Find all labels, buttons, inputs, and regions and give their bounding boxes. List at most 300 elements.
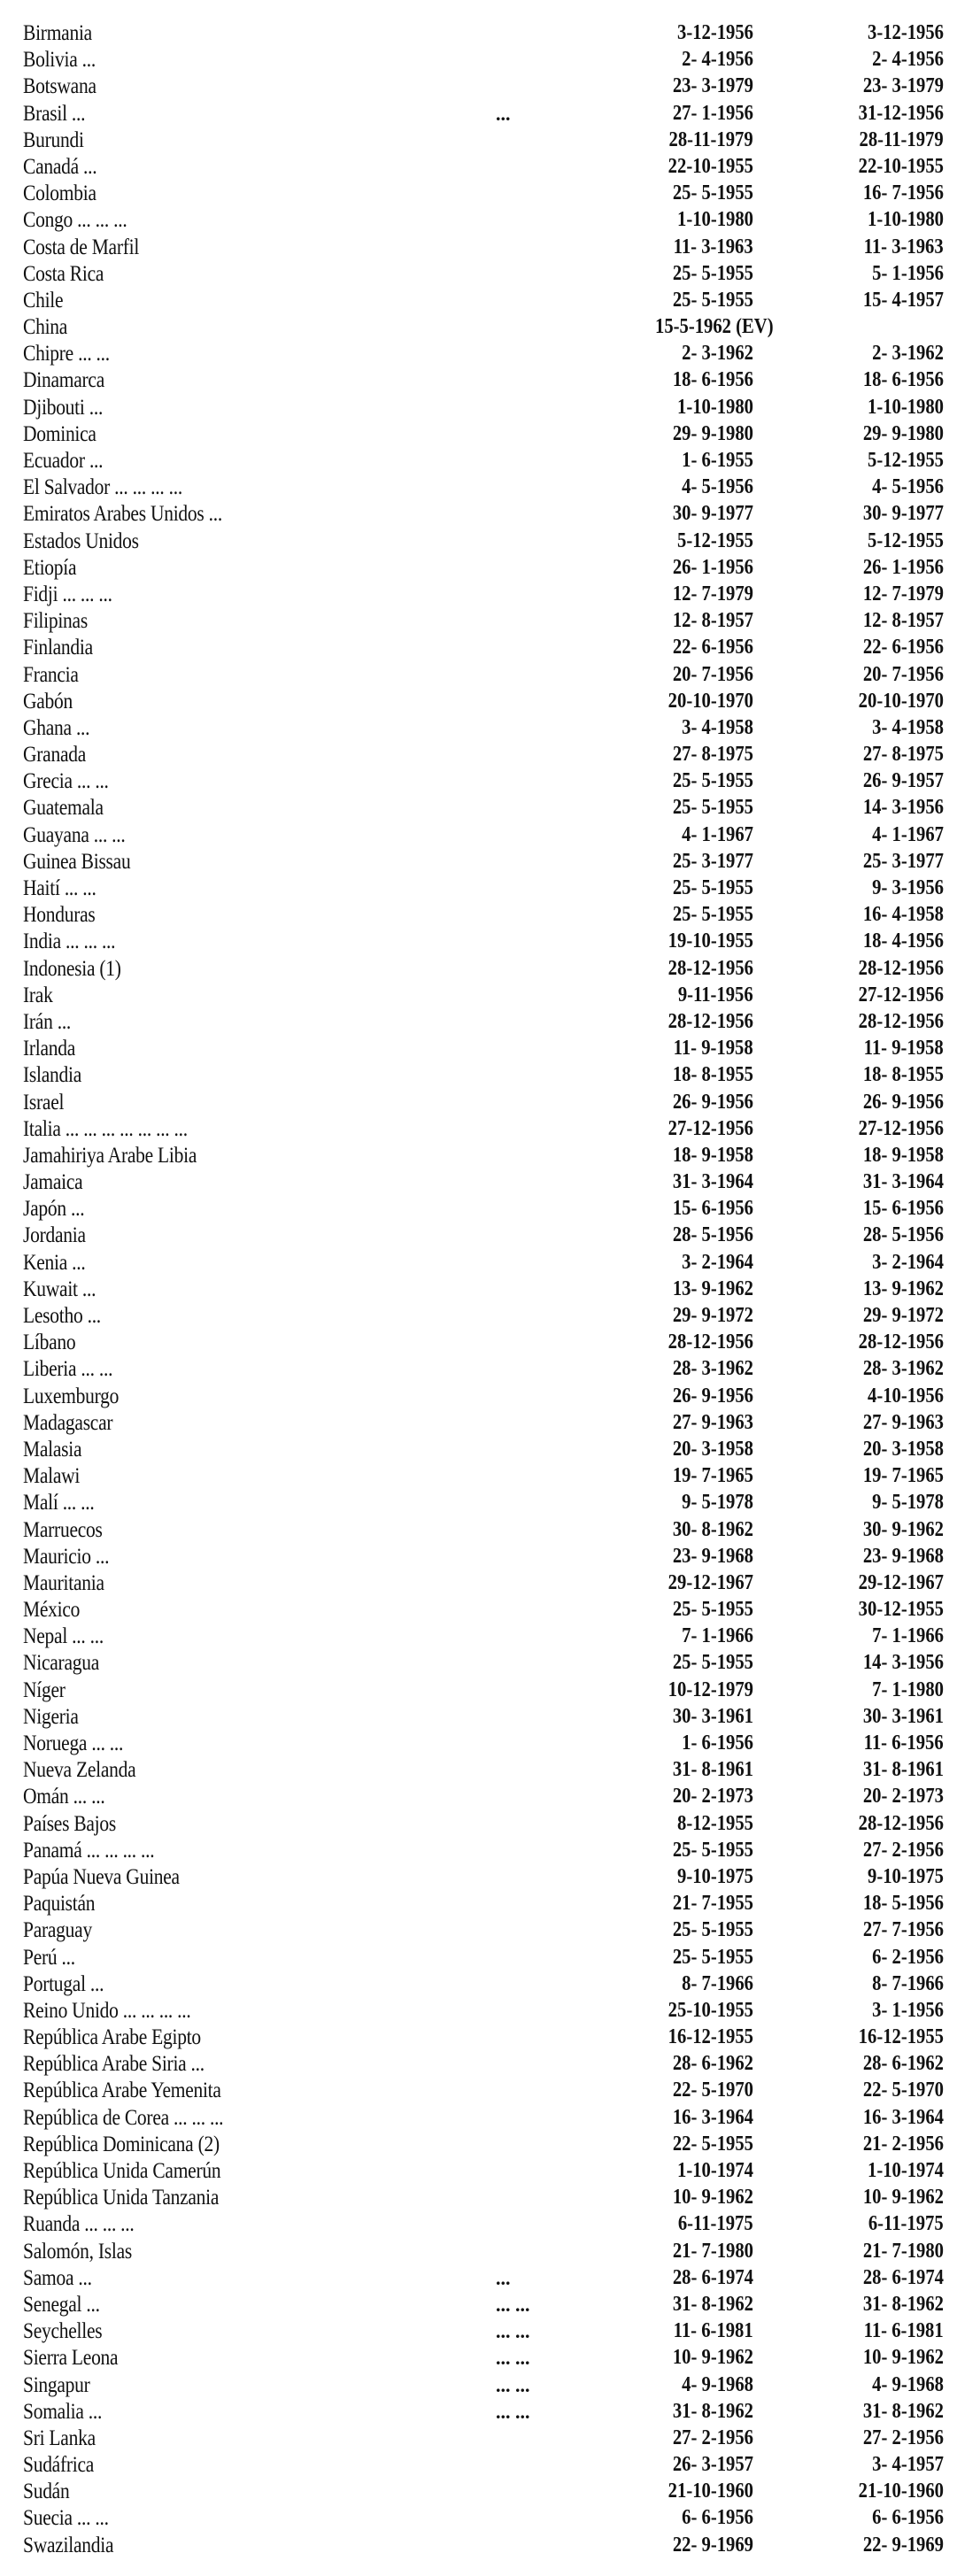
date-column-2: 21- 2-1956 bbox=[862, 2132, 944, 2156]
date-column-1: 5-12-1955 bbox=[677, 528, 753, 552]
country-name: Mauritania bbox=[23, 1570, 104, 1595]
table-row bbox=[0, 340, 957, 366]
date-column-2: 26- 1-1956 bbox=[862, 555, 944, 579]
country-name: Israel bbox=[23, 1090, 65, 1114]
date-column-1: 22- 5-1955 bbox=[672, 2132, 753, 2156]
country-name: República Unida Camerún bbox=[23, 2159, 221, 2183]
table-row bbox=[0, 955, 957, 982]
date-column-1: 25- 5-1955 bbox=[672, 1838, 753, 1862]
table-row bbox=[0, 234, 957, 260]
country-name: Gabón bbox=[23, 689, 73, 713]
country-name: Salomón, Islas bbox=[23, 2239, 133, 2264]
country-name: Haití ... ... bbox=[23, 876, 96, 900]
date-column-2: 22-10-1955 bbox=[858, 154, 944, 178]
country-name: Malawi bbox=[23, 1464, 81, 1489]
country-name: Perú ... bbox=[23, 1945, 75, 1970]
leader-dots: ... ... bbox=[496, 2293, 530, 2316]
date-column-1: 26- 3-1957 bbox=[672, 2453, 753, 2477]
date-column-2: 3- 2-1964 bbox=[872, 1250, 944, 1274]
date-column-1: 25- 5-1955 bbox=[672, 769, 753, 793]
date-column-1: 31- 8-1962 bbox=[672, 2399, 753, 2423]
date-column-2: 6-11-1975 bbox=[868, 2212, 944, 2236]
table-row bbox=[0, 1756, 957, 1783]
date-column-1: 4- 5-1956 bbox=[682, 475, 753, 499]
date-column-2: 28-11-1979 bbox=[859, 127, 944, 151]
table-row bbox=[0, 2131, 957, 2157]
country-name: Birmania bbox=[23, 21, 92, 45]
table-row bbox=[0, 1061, 957, 1088]
date-column-2: 16- 3-1964 bbox=[862, 2105, 944, 2129]
date-column-2: 4- 9-1968 bbox=[872, 2372, 944, 2396]
date-column-2: 27-12-1956 bbox=[858, 983, 944, 1006]
date-column-1: 25- 5-1955 bbox=[672, 796, 753, 820]
country-name: Níger bbox=[23, 1677, 66, 1702]
country-name: Noruega ... ... bbox=[23, 1731, 124, 1755]
country-name: Colombia bbox=[23, 181, 96, 206]
date-column-2: 3- 1-1956 bbox=[872, 1998, 944, 2022]
date-column-1: 12- 7-1979 bbox=[672, 582, 753, 605]
date-column-2: 12- 8-1957 bbox=[862, 609, 944, 633]
table-row bbox=[0, 73, 957, 99]
table-row bbox=[0, 1810, 957, 1837]
country-name: Etiopía bbox=[23, 555, 77, 580]
table-row bbox=[0, 1302, 957, 1329]
date-column-1: 16-12-1955 bbox=[668, 2025, 753, 2049]
date-column-2: 15- 6-1956 bbox=[862, 1197, 944, 1221]
table-row bbox=[0, 1142, 957, 1168]
date-column-1: 11- 9-1958 bbox=[673, 1037, 753, 1060]
table-row bbox=[0, 287, 957, 313]
date-column-2: 11- 9-1958 bbox=[863, 1037, 944, 1060]
date-column-1: 10- 9-1962 bbox=[672, 2346, 753, 2370]
date-column-2: 23- 9-1968 bbox=[862, 1544, 944, 1568]
date-column-1: 31- 3-1964 bbox=[672, 1170, 753, 1194]
table-row bbox=[0, 127, 957, 153]
table-row bbox=[0, 848, 957, 875]
date-column-1: 26- 9-1956 bbox=[672, 1090, 753, 1114]
leader-dots: ... ... bbox=[496, 2373, 530, 2396]
date-column-2: 27- 8-1975 bbox=[862, 743, 944, 767]
date-column-2: 21- 7-1980 bbox=[862, 2239, 944, 2263]
country-name: Congo ... ... ... bbox=[23, 208, 127, 233]
table-row bbox=[0, 260, 957, 287]
date-column-1: 10-12-1979 bbox=[668, 1677, 753, 1701]
date-column-2: 7- 1-1966 bbox=[872, 1624, 944, 1648]
country-name: Irak bbox=[23, 983, 53, 1007]
date-column-1: 26- 1-1956 bbox=[672, 555, 753, 579]
country-name: Chipre ... ... bbox=[23, 342, 110, 366]
country-name: Paquistán bbox=[23, 1892, 96, 1917]
date-column-1: 20- 3-1958 bbox=[672, 1437, 753, 1461]
date-column-1: 21-10-1960 bbox=[668, 2480, 753, 2503]
country-name: Marruecos bbox=[23, 1517, 103, 1542]
date-column-2: 5-12-1955 bbox=[868, 449, 944, 472]
date-column-1: 4- 9-1968 bbox=[682, 2372, 753, 2396]
country-name: Honduras bbox=[23, 903, 96, 928]
date-column-2: 12- 7-1979 bbox=[862, 582, 944, 605]
date-column-1: 18- 9-1958 bbox=[672, 1143, 753, 1167]
country-name: India ... ... ... bbox=[23, 929, 116, 954]
date-column-1: 25- 3-1977 bbox=[672, 849, 753, 873]
date-column-2: 27- 2-1956 bbox=[862, 1838, 944, 1862]
country-name: Omán ... ... bbox=[23, 1785, 105, 1809]
date-column-2: 28-12-1956 bbox=[858, 1330, 944, 1354]
country-name: República Arabe Egipto bbox=[23, 2025, 201, 2050]
table-row bbox=[0, 2344, 957, 2371]
date-column-1: 25- 5-1955 bbox=[672, 903, 753, 927]
table-row bbox=[0, 1917, 957, 1943]
country-name: Ruanda ... ... ... bbox=[23, 2212, 135, 2237]
country-name: Jamaica bbox=[23, 1170, 83, 1195]
date-column-2: 28- 5-1956 bbox=[862, 1223, 944, 1247]
country-name: Filipinas bbox=[23, 609, 88, 634]
country-name: Emiratos Arabes Unidos ... bbox=[23, 502, 222, 527]
country-name: Kuwait ... bbox=[23, 1276, 96, 1301]
date-column-2: 28-12-1956 bbox=[858, 956, 944, 980]
table-row bbox=[0, 1596, 957, 1623]
table-row bbox=[0, 1195, 957, 1222]
date-column-2: 11- 6-1981 bbox=[863, 2319, 944, 2343]
country-name: Kenia ... bbox=[23, 1250, 86, 1275]
country-name: Somalia ... bbox=[23, 2399, 103, 2424]
table-row bbox=[0, 394, 957, 420]
date-column-2: 7- 1-1980 bbox=[872, 1677, 944, 1701]
country-name: Singapur bbox=[23, 2372, 90, 2397]
table-row bbox=[0, 634, 957, 660]
country-name: República Unida Tanzania bbox=[23, 2186, 220, 2210]
date-column-1: 3- 4-1958 bbox=[682, 715, 753, 739]
country-name: Lesotho ... bbox=[23, 1304, 101, 1328]
date-column-2: 27- 9-1963 bbox=[862, 1410, 944, 1434]
date-column-2: 2- 4-1956 bbox=[872, 48, 944, 72]
country-name: República Arabe Siria ... bbox=[23, 2052, 205, 2077]
country-name: Portugal ... bbox=[23, 1971, 104, 1996]
table-row bbox=[0, 474, 957, 500]
table-row bbox=[0, 554, 957, 581]
date-column-1: 26- 9-1956 bbox=[672, 1384, 753, 1408]
table-row bbox=[0, 500, 957, 527]
country-name: Chile bbox=[23, 288, 64, 312]
date-column-1: 27-12-1956 bbox=[668, 1116, 753, 1140]
date-column-2: 20- 7-1956 bbox=[862, 662, 944, 686]
date-column-1: 2- 4-1956 bbox=[682, 48, 753, 72]
table-row bbox=[0, 1355, 957, 1382]
date-column-1: 25- 5-1955 bbox=[672, 1651, 753, 1675]
country-name: Djibouti ... bbox=[23, 395, 104, 420]
date-column-1: 12- 8-1957 bbox=[672, 609, 753, 633]
date-column-1: 3- 2-1964 bbox=[682, 1250, 753, 1274]
country-name: Sri Lanka bbox=[23, 2426, 96, 2450]
country-name: Granada bbox=[23, 743, 87, 767]
table-row bbox=[0, 2451, 957, 2478]
date-column-1: 31- 8-1962 bbox=[672, 2292, 753, 2316]
date-column-1: 16- 3-1964 bbox=[672, 2105, 753, 2129]
date-column-1: 20-10-1970 bbox=[668, 689, 753, 713]
date-column-1: 25- 5-1955 bbox=[672, 288, 753, 312]
table-row bbox=[0, 1222, 957, 1248]
country-name: Senegal ... bbox=[23, 2292, 100, 2317]
table-row bbox=[0, 928, 957, 954]
table-row bbox=[0, 714, 957, 741]
date-column-2: 9- 3-1956 bbox=[872, 876, 944, 899]
date-column-1: 11- 3-1963 bbox=[673, 235, 753, 258]
table-row bbox=[0, 2050, 957, 2077]
date-column-1: 21- 7-1955 bbox=[672, 1892, 753, 1916]
country-name: El Salvador ... ... ... ... bbox=[23, 475, 182, 500]
table-row bbox=[0, 2238, 957, 2264]
table-row bbox=[0, 1276, 957, 1302]
date-column-1: 31- 8-1961 bbox=[672, 1758, 753, 1782]
table-row bbox=[0, 2398, 957, 2425]
table-row bbox=[0, 2318, 957, 2344]
date-column-2: 27-12-1956 bbox=[858, 1116, 944, 1140]
table-row bbox=[0, 661, 957, 688]
date-column-1: 8-12-1955 bbox=[677, 1811, 753, 1835]
country-name: Islandia bbox=[23, 1063, 82, 1088]
date-column-1: 23- 3-1979 bbox=[672, 74, 753, 98]
date-column-2: 30- 3-1961 bbox=[862, 1704, 944, 1728]
date-column-1: 25- 5-1955 bbox=[672, 876, 753, 899]
country-name: República de Corea ... ... ... bbox=[23, 2105, 224, 2130]
country-name: Ghana ... bbox=[23, 715, 90, 740]
date-column-2: 4- 1-1967 bbox=[872, 822, 944, 846]
date-column-2: 9-10-1975 bbox=[868, 1864, 944, 1888]
date-column-1: 7- 1-1966 bbox=[682, 1624, 753, 1648]
date-column-1: 28-12-1956 bbox=[668, 1009, 753, 1033]
date-column-1: 28- 5-1956 bbox=[672, 1223, 753, 1247]
date-column-1: 30- 9-1977 bbox=[672, 502, 753, 526]
date-column-2: 31- 3-1964 bbox=[862, 1170, 944, 1194]
date-column-1: 3-12-1956 bbox=[677, 21, 753, 44]
date-column-2: 29- 9-1980 bbox=[862, 421, 944, 445]
table-row bbox=[0, 2504, 957, 2531]
table-row bbox=[0, 767, 957, 794]
table-row bbox=[0, 2157, 957, 2184]
table-row bbox=[0, 1730, 957, 1756]
date-column-1: 19-10-1955 bbox=[668, 929, 753, 953]
date-column-1: 6-11-1975 bbox=[678, 2212, 753, 2236]
table-row bbox=[0, 1516, 957, 1543]
date-column-2: 31- 8-1961 bbox=[862, 1758, 944, 1782]
date-column-1: 29- 9-1972 bbox=[672, 1304, 753, 1327]
date-column-2: 29-12-1967 bbox=[858, 1570, 944, 1594]
table-row bbox=[0, 206, 957, 233]
table-row bbox=[0, 447, 957, 474]
date-column-2: 10- 9-1962 bbox=[862, 2186, 944, 2210]
date-column-2: 20- 3-1958 bbox=[862, 1437, 944, 1461]
date-column-2: 5-12-1955 bbox=[868, 528, 944, 552]
date-column-2: 22- 5-1970 bbox=[862, 2079, 944, 2102]
date-column-2: 11- 3-1963 bbox=[863, 235, 944, 258]
date-column-2: 20- 2-1973 bbox=[862, 1785, 944, 1809]
country-name: Nepal ... ... bbox=[23, 1624, 104, 1649]
date-column-1: 28- 6-1974 bbox=[672, 2265, 753, 2289]
date-column-2: 18- 4-1956 bbox=[862, 929, 944, 953]
date-column-1: 1- 6-1956 bbox=[682, 1731, 753, 1755]
date-column-2: 18- 8-1955 bbox=[862, 1063, 944, 1087]
table-row bbox=[0, 2425, 957, 2451]
table-row bbox=[0, 46, 957, 73]
country-name: Bolivia ... bbox=[23, 48, 96, 73]
date-column-1: 1-10-1980 bbox=[677, 395, 753, 419]
table-row bbox=[0, 1543, 957, 1570]
table-row bbox=[0, 1649, 957, 1676]
date-column-1: 25- 5-1955 bbox=[672, 1918, 753, 1942]
table-row bbox=[0, 153, 957, 180]
table-row bbox=[0, 313, 957, 340]
table-row bbox=[0, 581, 957, 607]
table-row bbox=[0, 1249, 957, 1276]
country-name: Jamahiriya Arabe Libia bbox=[23, 1143, 197, 1168]
date-column-2: 5- 1-1956 bbox=[872, 261, 944, 285]
date-column-1: 20- 7-1956 bbox=[672, 662, 753, 686]
date-column-1: 20- 2-1973 bbox=[672, 1785, 753, 1809]
country-name: Sudán bbox=[23, 2480, 70, 2504]
date-column-2: 14- 3-1956 bbox=[862, 796, 944, 820]
table-row bbox=[0, 1168, 957, 1195]
date-column-1: 2- 3-1962 bbox=[682, 342, 753, 366]
table-row bbox=[0, 2077, 957, 2103]
table-row bbox=[0, 1837, 957, 1863]
date-column-2: 8- 7-1966 bbox=[872, 1971, 944, 1995]
leader-dots: ... ... bbox=[496, 2347, 530, 2370]
date-column-1: 8- 7-1966 bbox=[682, 1971, 753, 1995]
table-row bbox=[0, 2210, 957, 2237]
date-column-1: 25-10-1955 bbox=[668, 1998, 753, 2022]
country-name: Sierra Leona bbox=[23, 2346, 119, 2371]
table-row bbox=[0, 982, 957, 1008]
country-name: Canadá ... bbox=[23, 154, 97, 179]
table-row bbox=[0, 2024, 957, 2050]
date-column-2: 22- 9-1969 bbox=[862, 2533, 944, 2557]
date-column-2: 29- 9-1972 bbox=[862, 1304, 944, 1327]
country-name: Paraguay bbox=[23, 1918, 92, 1943]
date-column-2: 23- 3-1979 bbox=[862, 74, 944, 98]
table-row bbox=[0, 1971, 957, 1997]
country-name: Samoa ... bbox=[23, 2265, 92, 2290]
country-name: República Arabe Yemenita bbox=[23, 2079, 221, 2103]
table-row bbox=[0, 1863, 957, 1890]
table-row bbox=[0, 2478, 957, 2504]
date-column-2: 9- 5-1978 bbox=[872, 1491, 944, 1515]
date-column-1: 25- 5-1955 bbox=[672, 261, 753, 285]
table-row bbox=[0, 1677, 957, 1703]
country-name: Panamá ... ... ... ... bbox=[23, 1838, 155, 1863]
table-row bbox=[0, 1462, 957, 1489]
table-row bbox=[0, 901, 957, 928]
country-name: Mauricio ... bbox=[23, 1544, 110, 1569]
combined-date: 15-5-1962 (EV) bbox=[655, 315, 774, 339]
country-name: Jordania bbox=[23, 1223, 86, 1248]
table-row bbox=[0, 2264, 957, 2291]
date-column-2: 3- 4-1958 bbox=[872, 715, 944, 739]
date-column-1: 25- 5-1955 bbox=[672, 1945, 753, 1969]
table-row bbox=[0, 794, 957, 821]
table-row bbox=[0, 1115, 957, 1142]
date-column-1: 10- 9-1962 bbox=[672, 2186, 753, 2210]
country-name: Grecia ... ... bbox=[23, 769, 109, 794]
country-name: Madagascar bbox=[23, 1410, 113, 1435]
country-name: Nueva Zelanda bbox=[23, 1758, 136, 1783]
country-name: Sudáfrica bbox=[23, 2453, 95, 2478]
table-row bbox=[0, 1489, 957, 1516]
country-name: Guinea Bissau bbox=[23, 849, 131, 874]
table-row bbox=[0, 19, 957, 46]
date-column-1: 15- 6-1956 bbox=[672, 1197, 753, 1221]
date-column-1: 29- 9-1980 bbox=[672, 421, 753, 445]
date-column-2: 16-12-1955 bbox=[858, 2025, 944, 2049]
country-name: Dinamarca bbox=[23, 368, 104, 393]
country-name: Reino Unido ... ... ... ... bbox=[23, 1998, 191, 2023]
country-name: México bbox=[23, 1598, 81, 1623]
date-column-2: 27- 7-1956 bbox=[862, 1918, 944, 1942]
country-name: Botswana bbox=[23, 74, 96, 99]
date-column-1: 27- 2-1956 bbox=[672, 2426, 753, 2449]
country-name: Finlandia bbox=[23, 636, 93, 660]
date-column-1: 1-10-1980 bbox=[677, 208, 753, 232]
country-name: Luxemburgo bbox=[23, 1384, 120, 1408]
date-column-2: 31- 8-1962 bbox=[862, 2399, 944, 2423]
table-row bbox=[0, 2104, 957, 2131]
date-column-2: 26- 9-1956 bbox=[862, 1090, 944, 1114]
date-column-1: 28- 6-1962 bbox=[672, 2052, 753, 2076]
date-column-2: 18- 9-1958 bbox=[862, 1143, 944, 1167]
country-name: Dominica bbox=[23, 421, 96, 446]
table-row bbox=[0, 607, 957, 634]
table-row bbox=[0, 1890, 957, 1917]
country-name: Países Bajos bbox=[23, 1811, 117, 1836]
date-column-2: 20-10-1970 bbox=[858, 689, 944, 713]
date-column-2: 11- 6-1956 bbox=[863, 1731, 944, 1755]
date-column-1: 27- 9-1963 bbox=[672, 1410, 753, 1434]
date-column-2: 4-10-1956 bbox=[868, 1384, 944, 1408]
table-row bbox=[0, 1035, 957, 1061]
leader-dots: ... ... bbox=[496, 2400, 530, 2423]
country-name: Indonesia (1) bbox=[23, 956, 121, 981]
date-column-1: 27- 8-1975 bbox=[672, 743, 753, 767]
country-name: Brasil ... bbox=[23, 101, 86, 126]
date-column-2: 19- 7-1965 bbox=[862, 1464, 944, 1488]
date-column-1: 22- 9-1969 bbox=[672, 2533, 753, 2557]
table-row bbox=[0, 100, 957, 127]
date-column-2: 31-12-1956 bbox=[858, 101, 944, 125]
leader-dots: ... ... bbox=[496, 2320, 530, 2343]
country-name: Costa de Marfil bbox=[23, 235, 140, 259]
country-name: Irán ... bbox=[23, 1009, 72, 1034]
country-name: China bbox=[23, 315, 68, 340]
date-column-1: 1- 6-1955 bbox=[682, 449, 753, 472]
date-column-2: 30-12-1955 bbox=[858, 1598, 944, 1622]
date-column-2: 18- 6-1956 bbox=[862, 368, 944, 392]
table-row bbox=[0, 366, 957, 393]
country-name: Estados Unidos bbox=[23, 528, 139, 553]
date-column-1: 11- 6-1981 bbox=[673, 2319, 753, 2343]
country-name: Líbano bbox=[23, 1330, 76, 1355]
date-column-1: 30- 3-1961 bbox=[672, 1704, 753, 1728]
date-column-2: 28-12-1956 bbox=[858, 1009, 944, 1033]
table-row bbox=[0, 420, 957, 447]
table-row bbox=[0, 875, 957, 901]
table-row bbox=[0, 1783, 957, 1809]
country-name: Costa Rica bbox=[23, 261, 104, 286]
date-column-1: 30- 8-1962 bbox=[672, 1517, 753, 1541]
table-row bbox=[0, 2372, 957, 2398]
table-row bbox=[0, 1570, 957, 1596]
date-column-2: 28- 6-1974 bbox=[862, 2265, 944, 2289]
table-row bbox=[0, 741, 957, 767]
date-column-1: 21- 7-1980 bbox=[672, 2239, 753, 2263]
country-name: Guatemala bbox=[23, 796, 104, 821]
